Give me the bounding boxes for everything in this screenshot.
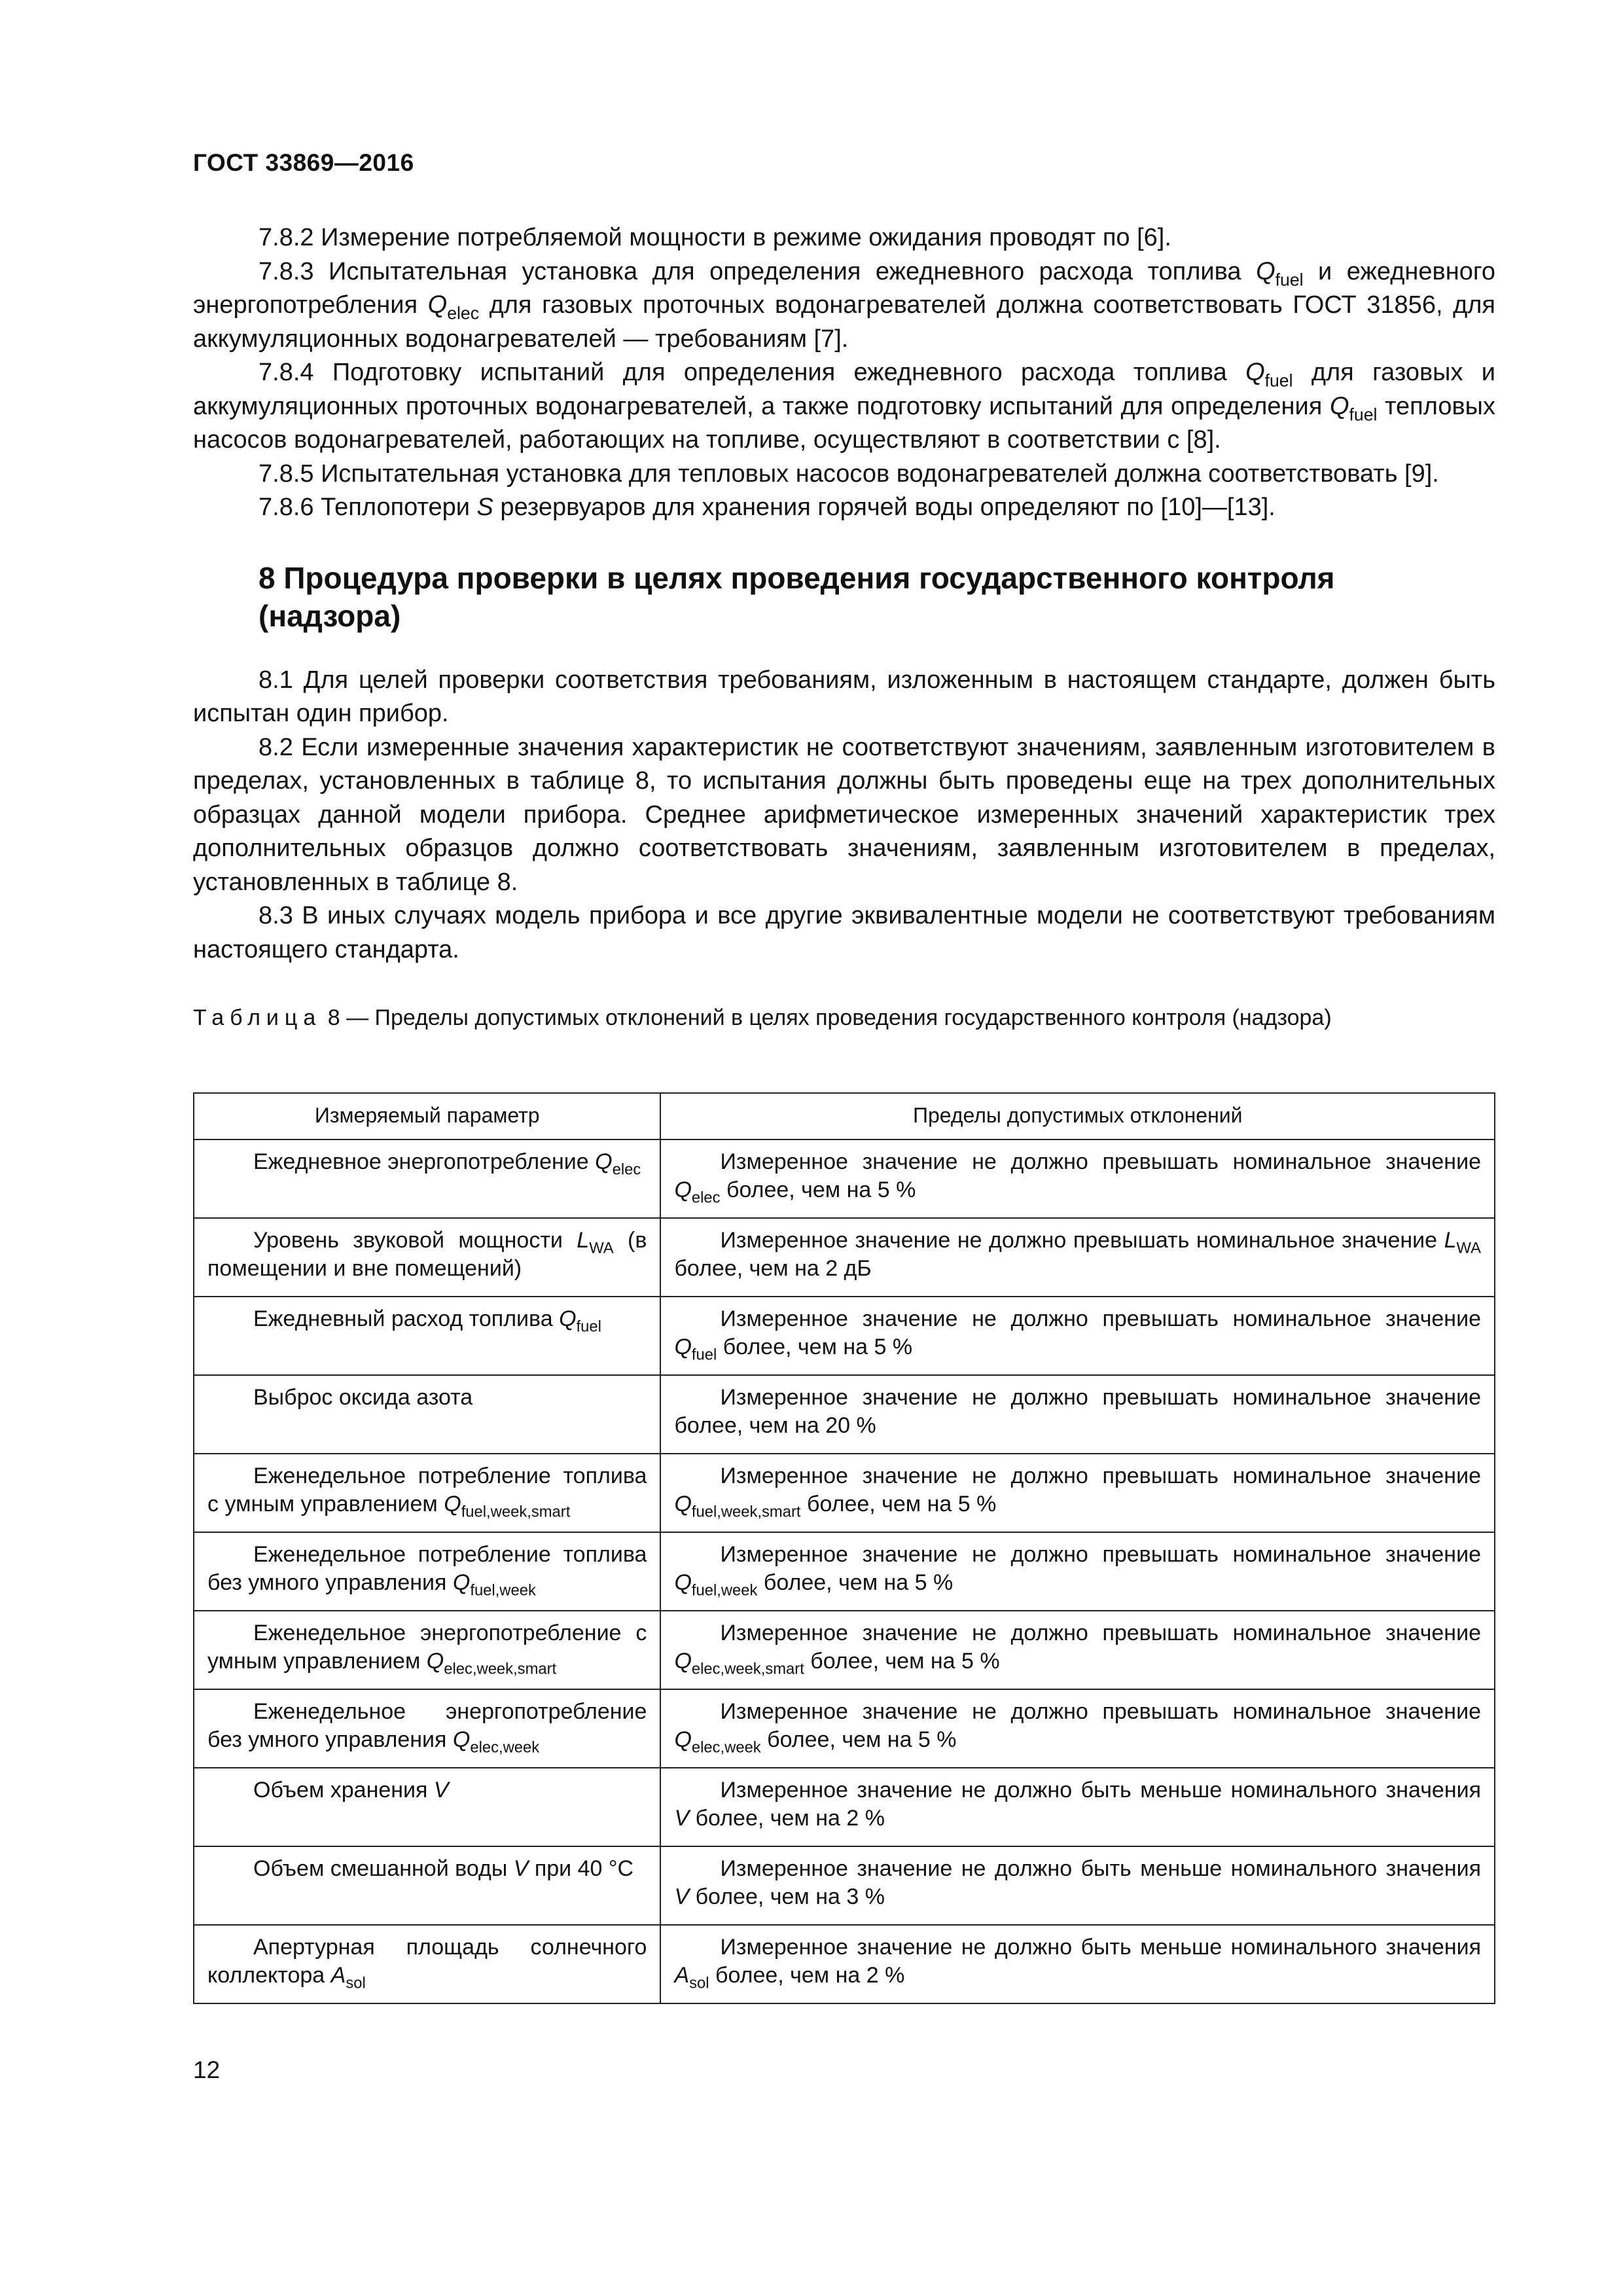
column-header-limits: Пределы допустимых отклонений: [660, 1093, 1495, 1139]
paragraph-7-8-6: 7.8.6 Теплопотери S резервуаров для хранения горячей воды определяют по [10]—[13].: [259, 493, 1275, 521]
paragraph-7-8-3: 7.8.3 Испытательная установка для определения ежедневного расхода топлива $Q_{fuel}$ и ежедневного энергопотребления $Q_{elec}$ для газовых проточных водонагревателей должна соответствовать ГОСТ 31856, для аккумуляционных водонагревателей — требованиям [7].: [193, 257, 1496, 353]
tolerance-table: [193, 1092, 1495, 2004]
table-row: [194, 1532, 1495, 1611]
cell-parameter: Еженедельное энергопотребление с умным управлением $Q_{elec,week,smart}$: [194, 1611, 660, 1689]
cell-parameter: Апертурная площадь солнечного коллектора $A_{sol}$: [194, 1925, 660, 2003]
paragraph-7-8-5: 7.8.5 Испытательная установка для тепловых насосов водонагревателей должна соответствовать [9].: [259, 459, 1439, 488]
cell-parameter: Объем смешанной воды V при 40 °С: [194, 1846, 660, 1925]
table-row: [194, 1768, 1495, 1846]
section-8-heading: 8 Процедура проверки в целях проведения государственного контроля (надзора): [259, 560, 1335, 633]
cell-parameter: Уровень звуковой мощности $L_{WA}$ (в помещении и вне помещений): [194, 1218, 660, 1297]
cell-limit: Измеренное значение не должно превышать номинальное значение $L_{WA}$ более, чем на 2 дБ: [660, 1218, 1495, 1297]
table-row: [194, 1925, 1495, 2003]
cell-limit: Измеренное значение не должно превышать номинальное значение $Q_{elec}$ более, чем на 5 %: [660, 1139, 1495, 1218]
paragraph-8-1: 8.1 Для целей проверки соответствия требованиям, изложенным в настоящем стандарте, должен быть испытан один прибор.: [193, 666, 1495, 727]
cell-parameter: Ежедневное энергопотребление $Q_{elec}$: [194, 1139, 660, 1218]
cell-limit: Измеренное значение не должно превышать номинальное значение $Q_{fuel,week,smart}$ более, чем на 5 %: [660, 1454, 1495, 1532]
cell-parameter: Еженедельное энергопотребление без умного управления $Q_{elec,week}$: [194, 1689, 660, 1768]
column-header-parameter: Измеряемый параметр: [194, 1093, 660, 1139]
table-header-row: [194, 1093, 1495, 1139]
cell-parameter: Еженедельное потребление топлива с умным управлением $Q_{fuel,week,smart}$: [194, 1454, 660, 1532]
cell-parameter: Еженедельное потребление топлива без умного управления $Q_{fuel,week}$: [194, 1532, 660, 1611]
table-row: [194, 1454, 1495, 1532]
paragraph-7-8-2: 7.8.2 Измерение потребляемой мощности в режиме ожидания проводят по [6].: [259, 224, 1171, 251]
paragraph-8-3: 8.3 В иных случаях модель прибора и все другие эквивалентные модели не соответствуют требованиям настоящего стандарта.: [193, 902, 1495, 963]
table-row: [194, 1375, 1495, 1454]
document-header: ГОСТ 33869—2016: [193, 149, 414, 176]
table-caption: Таблица 8 — Пределы допустимых отклонений в целях проведения государственного контроля (надзора): [193, 1005, 1332, 1030]
cell-limit: Измеренное значение не должно быть меньше номинального значения $A_{sol}$ более, чем на 2 %: [660, 1925, 1495, 2003]
table-row: [194, 1297, 1495, 1375]
cell-limit: Измеренное значение не должно превышать номинальное значение $Q_{fuel,week}$ более, чем на 5 %: [660, 1532, 1495, 1611]
cell-limit: Измеренное значение не должно превышать номинальное значение $Q_{elec,week,smart}$ более, чем на 5 %: [660, 1611, 1495, 1689]
table-row: [194, 1139, 1495, 1218]
cell-limit: Измеренное значение не должно превышать номинальное значение $Q_{fuel}$ более, чем на 5 %: [660, 1297, 1495, 1375]
paragraph-8-2: 8.2 Если измеренные значения характеристик не соответствуют значениям, заявленным изготовителем в пределах, установленных в таблице 8, то испытания должны быть проведены еще на трех дополнительных образцах данной модели прибора. Среднее арифметическое измеренных значений характеристик трех дополнительных образцов должно соответствовать значениям, заявленным изготовителем в пределах, установленных в таблице 8.: [193, 733, 1495, 896]
document-body: [193, 221, 1495, 1032]
table-row: [194, 1846, 1495, 1925]
table-row: [194, 1611, 1495, 1689]
cell-limit: Измеренное значение не должно превышать номинальное значение более, чем на 20 %: [660, 1375, 1495, 1454]
table-body: [194, 1139, 1495, 2003]
cell-parameter: Выброс оксида азота: [194, 1375, 660, 1454]
cell-limit: Измеренное значение не должно быть меньше номинального значения V более, чем на 3 %: [660, 1846, 1495, 1925]
cell-parameter: Ежедневный расход топлива $Q_{fuel}$: [194, 1297, 660, 1375]
table-row: [194, 1218, 1495, 1297]
cell-limit: Измеренное значение не должно превышать номинальное значение $Q_{elec,week}$ более, чем на 5 %: [660, 1689, 1495, 1768]
paragraph-7-8-4: 7.8.4 Подготовку испытаний для определения ежедневного расхода топлива $Q_{fuel}$ для газовых и аккумуляционных проточных водонагревателей, а также подготовку испытаний для определения $Q_{fuel}$ тепловых насосов водонагревателей, работающих на топливе, осуществляют в соответствии с [8].: [193, 359, 1496, 454]
page-number: 12: [193, 2056, 221, 2083]
table-row: [194, 1689, 1495, 1768]
cell-limit: Измеренное значение не должно быть меньше номинального значения V более, чем на 2 %: [660, 1768, 1495, 1846]
cell-parameter: Объем хранения V: [194, 1768, 660, 1846]
